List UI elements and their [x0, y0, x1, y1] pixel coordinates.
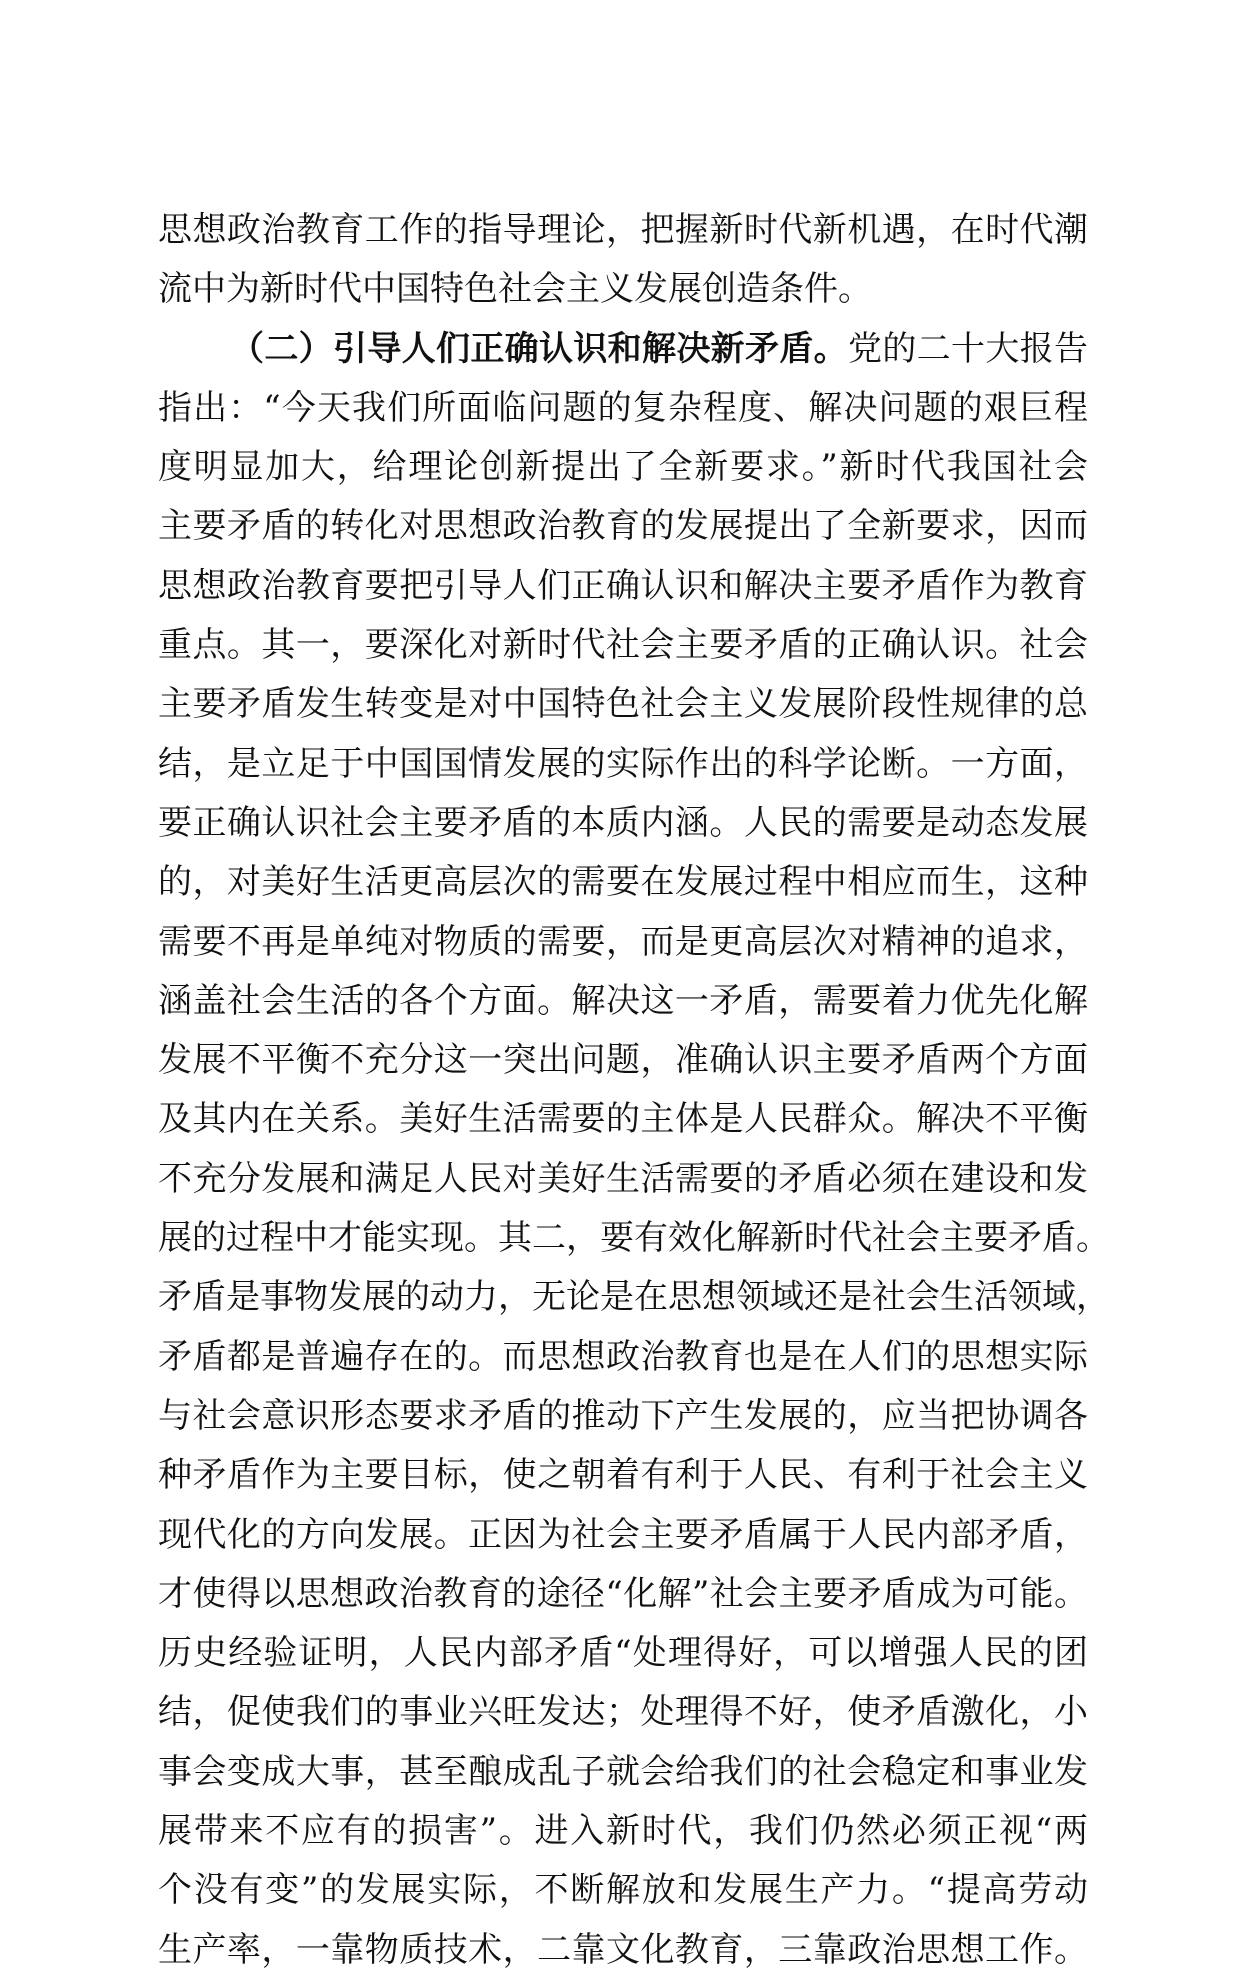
text-line: 展带来不应有的损害”。进入新时代，我们仍然必须正视“两: [158, 1811, 1088, 1852]
text-line: 主要矛盾的转化对思想政治教育的发展提出了全新要求，因而: [158, 506, 1088, 547]
text-line: 展的过程中才能实现。其二，要有效化解新时代社会主要矛盾。: [158, 1218, 1110, 1259]
text-line: 要正确认识社会主要矛盾的本质内涵。人民的需要是动态发展: [158, 802, 1088, 843]
text-line: 个没有变”的发展实际，不断解放和发展生产力。“提高劳动: [158, 1870, 1088, 1911]
text-line: 才使得以思想政治教育的途径“化解”社会主要矛盾成为可能。: [158, 1573, 1088, 1614]
text-line: 及其内在关系。美好生活需要的主体是人民群众。解决不平衡: [158, 1099, 1088, 1140]
text-line: 历史经验证明，人民内部矛盾“处理得好，可以增强人民的团: [158, 1633, 1088, 1674]
text-line: 思想政治教育要把引导人们正确认识和解决主要矛盾作为教育: [158, 565, 1088, 606]
text-line: 的，对美好生活更高层次的需要在发展过程中相应而生，这种: [158, 862, 1088, 903]
text-line: 现代化的方向发展。正因为社会主要矛盾属于人民内部矛盾，: [158, 1514, 1088, 1555]
text-line: 重点。其一，要深化对新时代社会主要矛盾的正确认识。社会: [158, 625, 1088, 666]
section-heading-line: [158, 320, 1088, 379]
text-line: 种矛盾作为主要目标，使之朝着有利于人民、有利于社会主义: [158, 1455, 1088, 1496]
text-line: 发展不平衡不充分这一突出问题，准确认识主要矛盾两个方面: [158, 1040, 1088, 1081]
text-line: 不充分发展和满足人民对美好生活需要的矛盾必须在建设和发: [158, 1158, 1088, 1199]
text-line: 与社会意识形态要求矛盾的推动下产生发展的，应当把协调各: [158, 1395, 1088, 1436]
text-line: 生产率，一靠物质技术，二靠文化教育，三靠政治思想工作。: [158, 1929, 1088, 1970]
text-line: 事会变成大事，甚至酿成乱子就会给我们的社会稳定和事业发: [158, 1751, 1088, 1792]
document-body: [158, 201, 1110, 1980]
heading-line-rest: 党的二十大报告: [848, 328, 1088, 369]
text-line: 度明显加大，给理论创新提出了全新要求。”新时代我国社会: [158, 447, 1088, 488]
text-line: 需要不再是单纯对物质的需要，而是更高层次对精神的追求，: [158, 921, 1088, 962]
text-line: 流中为新时代中国特色社会主义发展创造条件。: [158, 269, 872, 310]
section-heading: （二）引导人们正确认识和解决新矛盾。: [230, 328, 848, 369]
text-line: 矛盾都是普遍存在的。而思想政治教育也是在人们的思想实际: [158, 1336, 1088, 1377]
text-line: 思想政治教育工作的指导理论，把握新时代新机遇，在时代潮: [158, 210, 1088, 250]
text-line: 矛盾是事物发展的动力，无论是在思想领域还是社会生活领域，: [158, 1277, 1110, 1318]
text-line: 指出：“今天我们所面临问题的复杂程度、解决问题的艰巨程: [158, 387, 1088, 428]
text-line: 主要矛盾发生转变是对中国特色社会主义发展阶段性规律的总: [158, 684, 1088, 725]
text-line: 结，促使我们的事业兴旺发达；处理得不好，使矛盾激化，小: [158, 1692, 1088, 1733]
text-line: 结，是立足于中国国情发展的实际作出的科学论断。一方面，: [158, 743, 1088, 784]
text-line: 涵盖社会生活的各个方面。解决这一矛盾，需要着力优先化解: [158, 980, 1088, 1021]
